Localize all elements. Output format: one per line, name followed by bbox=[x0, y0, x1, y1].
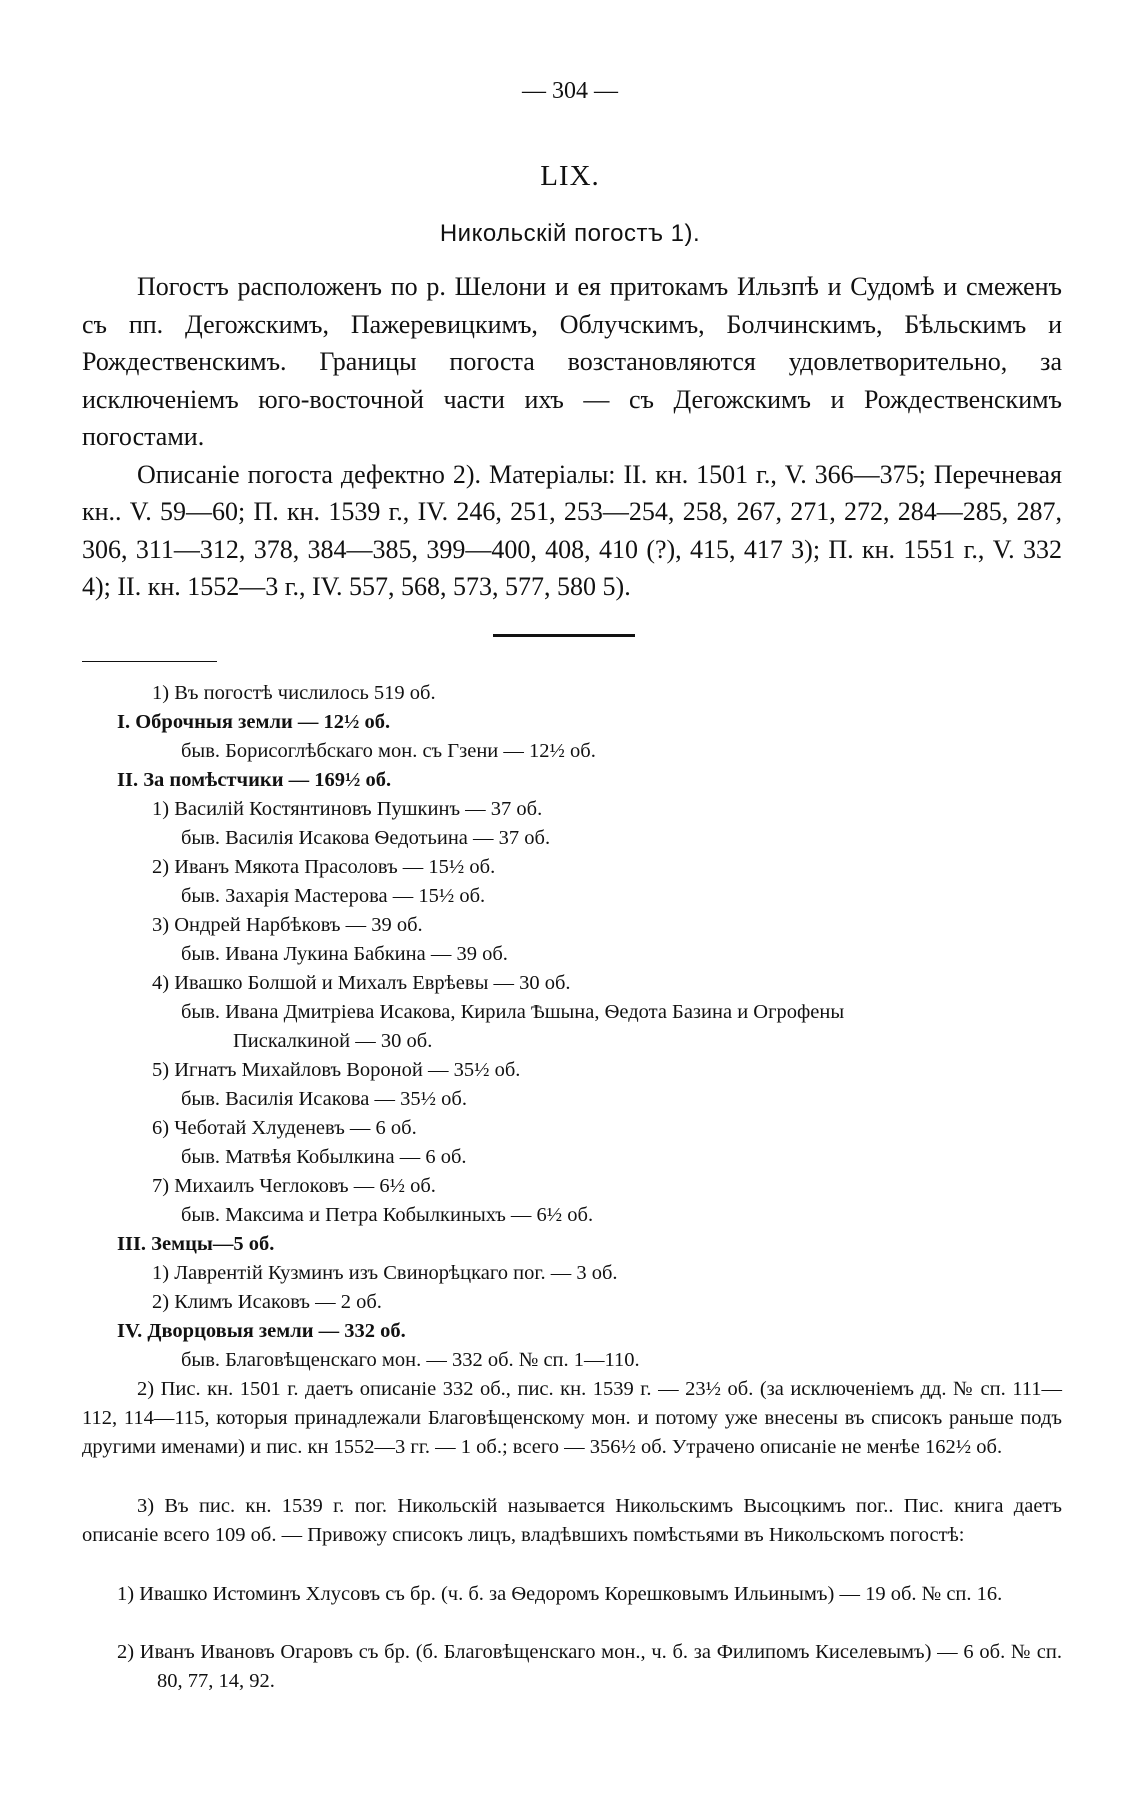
list-item: быв. Захарія Мастерова — 15½ об. bbox=[181, 885, 486, 907]
list-item: Пискалкиной — 30 об. bbox=[233, 1030, 433, 1052]
list-item: 4) Ивашко Болшой и Михалъ Еврѣевы — 30 об. bbox=[152, 972, 571, 994]
list-item: 1) Лаврентій Кузминъ изъ Свинорѣцкаго пог. — 3 об. bbox=[152, 1262, 618, 1284]
footnote-1: 1) Въ погостѣ числилось 519 об. bbox=[152, 682, 436, 704]
section-divider bbox=[493, 634, 635, 637]
list-item: быв. Василія Исакова Ѳедотьина — 37 об. bbox=[181, 827, 551, 849]
category-heading: III. Земцы—5 об. bbox=[117, 1233, 275, 1255]
footnote-2: 2) Пис. кн. 1501 г. даетъ описаніе 332 об., пис. кн. 1539 г. — 23½ об. (за исключеніемъ дд. № сп. 111—112, 114—115, которыя принадлежали Благовѣщенскому мон. и потому уже внесены въ списокъ раньше подъ другими именами) и пис. кн 1552—3 гг. — 1 об.; всего — 356½ об. Утрачено описаніе не менѣе 162½ об. bbox=[82, 1378, 1062, 1459]
paragraph-1: Погостъ расположенъ по р. Шелони и ея притокамъ Ильзпѣ и Судомѣ и смеженъ съ пп. Дегожскимъ, Пажеревицкимъ, Облучскимъ, Болчинскимъ, Бѣльскимъ и Рождественскимъ. Границы погоста возстановляются удовлетворительно, за исключеніемъ юго-восточной части ихъ — съ Дегожскимъ и Рождественскимъ погостами. bbox=[82, 272, 1062, 451]
list-item: 2) Климъ Исаковъ — 2 об. bbox=[152, 1291, 382, 1313]
page-number: — 304 — bbox=[522, 78, 618, 104]
list-item: быв. Максима и Петра Кобылкиныхъ — 6½ об. bbox=[181, 1204, 594, 1226]
list-item: 1) Василій Костянтиновъ Пушкинъ — 37 об. bbox=[152, 798, 543, 820]
list-item: быв. Благовѣщенскаго мон. — 332 об. № сп. 1—110. bbox=[181, 1349, 640, 1371]
list-item: 5) Игнатъ Михайловъ Вороной — 35½ об. bbox=[152, 1059, 521, 1081]
footnote-3: 3) Въ пис. кн. 1539 г. пог. Никольскій называется Никольскимъ Высоцкимъ пог.. Пис. книга даетъ описаніе всего 109 об. — Привожу списокъ лицъ, владѣвшихъ помѣстьями въ Никольскомъ погостѣ: bbox=[82, 1495, 1062, 1547]
list-item: 2) Иванъ Мякота Прасоловъ — 15½ об. bbox=[152, 856, 496, 878]
chapter-title: Никольскій погостъ 1). bbox=[439, 220, 701, 247]
category-heading: I. Оброчныя земли — 12½ об. bbox=[117, 711, 391, 733]
category-heading: II. За помѣстчики — 169½ об. bbox=[117, 769, 392, 791]
list-item: 7) Михаилъ Чеглоковъ — 6½ об. bbox=[152, 1175, 436, 1197]
list-item: быв. Ивана Лукина Бабкина — 39 об. bbox=[181, 943, 508, 965]
list-item: 6) Чеботай Хлуденевъ — 6 об. bbox=[152, 1117, 417, 1139]
category-heading: IV. Дворцовыя земли — 332 об. bbox=[117, 1320, 406, 1342]
footnote-divider bbox=[82, 661, 217, 662]
list-item: 3) Ондрей Нарбѣковъ — 39 об. bbox=[152, 914, 423, 936]
list-item: быв. Ивана Дмитріева Исакова, Кирила Ѣшына, Ѳедота Базина и Огрофены bbox=[181, 1001, 845, 1023]
chapter-number: LIX. bbox=[540, 160, 600, 192]
main-text bbox=[82, 268, 1062, 606]
footnote-3-item: 2) Иванъ Ивановъ Огаровъ съ бр. (б. Благовѣщенскаго мон., ч. б. за Филипомъ Киселевымъ) — 6 об. № сп. 80, 77, 14, 92. bbox=[117, 1641, 1062, 1693]
list-item: быв. Борисоглѣбскаго мон. съ Гзени — 12½ об. bbox=[181, 740, 596, 762]
list-item: быв. Матвѣя Кобылкина — 6 об. bbox=[181, 1146, 467, 1168]
footnote-3-item: 1) Ивашко Истоминъ Хлусовъ съ бр. (ч. б. за Ѳедоромъ Корешковымъ Ильинымъ) — 19 об. № сп. 16. bbox=[117, 1583, 1003, 1605]
list-item: быв. Василія Исакова — 35½ об. bbox=[181, 1088, 467, 1110]
paragraph-2: Описаніе погоста дефектно 2). Матеріалы: II. кн. 1501 г., V. 366—375; Перечневая кн.. V. 59—60; П. кн. 1539 г., IV. 246, 251, 253—254, 258, 267, 271, 272, 284—285, 287, 306, 311—312, 378, 384—385, 399—400, 408, 410 (?), 415, 417 3); П. кн. 1551 г., V. 332 4); II. кн. 1552—3 г., IV. 557, 568, 573, 577, 580 5). bbox=[82, 459, 1062, 601]
